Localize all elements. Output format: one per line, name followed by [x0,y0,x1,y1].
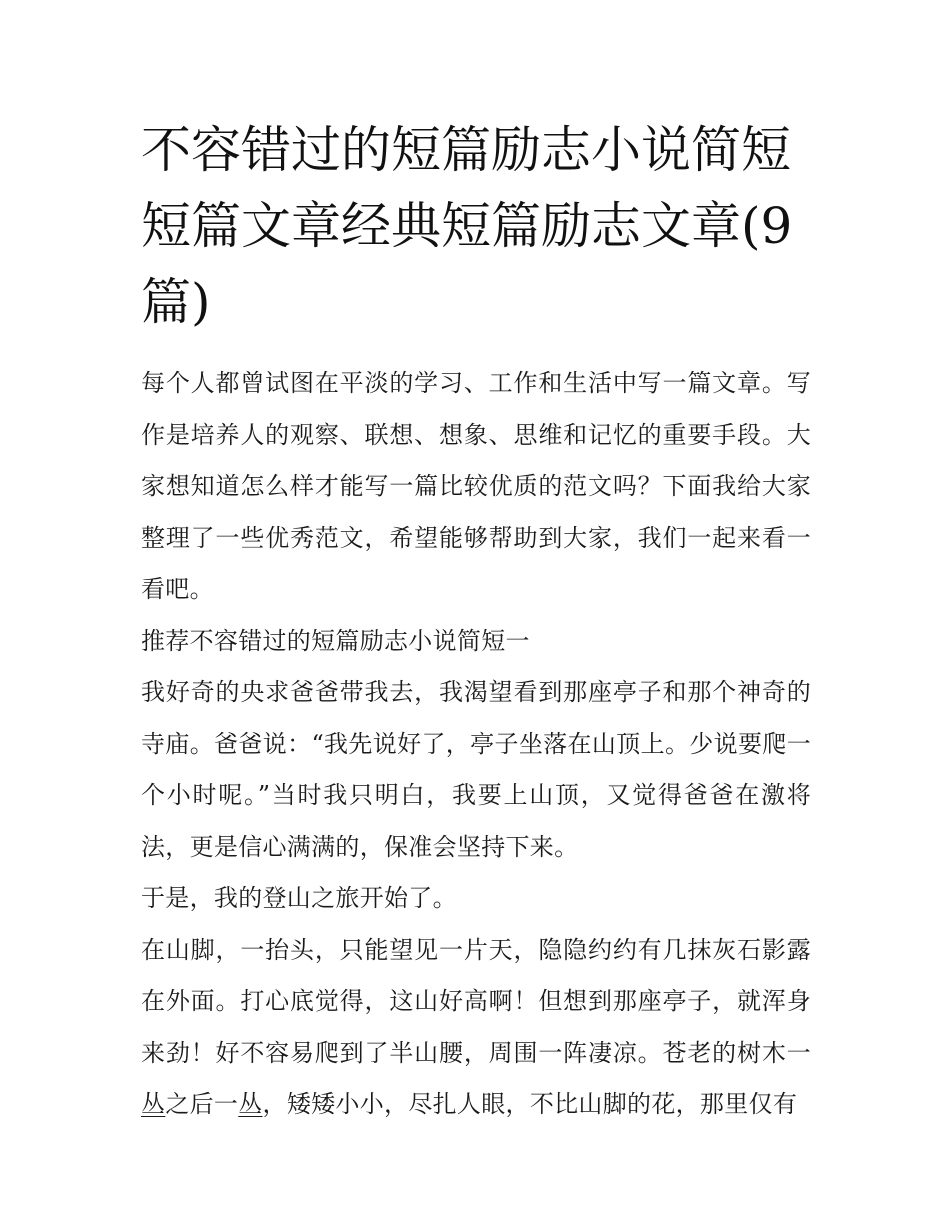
text-segment: ，矮矮小小，尽扎人眼，不比山脚的花，那里仅有 [262,1090,798,1118]
story-paragraph-3-text: 在山脚，一抬头，只能望见一片天，隐隐约约有几抹灰石影露在外面。打心底觉得，这山好高啊！但想到那座亭子，就浑身来劲！好不容易爬到了半山腰，周围一阵凄凉。苍老的树木一 [141,935,811,1067]
intro-paragraph: 每个人都曾试图在平淡的学习、工作和生活中写一篇文章。写作是培养人的观察、联想、想象、思维和记忆的重要手段。大家想知道怎么样才能写一篇比较优质的范文吗？下面我给大家整理了一些优秀范文，希望能够帮助到大家，我们一起来看一看吧。 [141,369,811,603]
underlined-word: 丛 [238,1090,263,1118]
story-paragraph-1: 我好奇的央求爸爸带我去，我渴望看到那座亭子和那个神奇的寺庙。爸爸说：“我先说好了，亭子坐落在山顶上。少说要爬一个小时呢。”当时我只明白，我要上山顶，又觉得爸爸在激将法，更是信心满满的，保准会坚持下来。 [141,678,811,861]
document-title: 不容错过的短篇励志小说简短短篇文章经典短篇励志文章(9篇) [141,121,793,331]
underlined-word: 丛 [141,1090,166,1118]
story-paragraph-2: 于是，我的登山之旅开始了。 [141,884,457,912]
section-heading: 推荐不容错过的短篇励志小说简短一 [141,626,530,655]
story-paragraph-3 [141,925,811,1131]
text-segment: 之后一 [165,1090,239,1118]
document-page [141,112,811,1131]
document-body [141,358,811,1131]
